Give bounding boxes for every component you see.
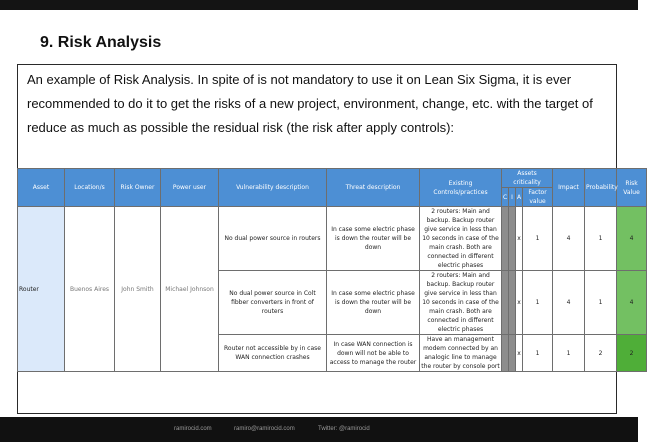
criticality-i-cell xyxy=(509,207,516,271)
footer-twitter-link[interactable]: Twitter: @ramirocid xyxy=(318,426,370,432)
footer-website-link[interactable]: ramirocid.com xyxy=(174,426,212,432)
footer-email-link[interactable]: ramiro@ramirocid.com xyxy=(234,426,295,432)
header-threat: Threat description xyxy=(327,169,420,207)
impact-cell: 4 xyxy=(553,271,585,335)
criticality-a-cell: x xyxy=(516,335,523,372)
header-power-user: Power user xyxy=(161,169,219,207)
impact-cell: 4 xyxy=(553,207,585,271)
asset-cell: Router xyxy=(18,207,65,372)
criticality-c-cell xyxy=(502,271,509,335)
risk-owner-cell: John Smith xyxy=(115,207,161,372)
header-i: I xyxy=(509,188,516,207)
controls-cell: Have an management modem connected by an analogic line to manage the router by console port xyxy=(421,336,500,370)
factor-value-cell: 1 xyxy=(523,207,553,271)
criticality-i-cell xyxy=(509,271,516,335)
header-risk-value: Risk Value xyxy=(617,169,647,207)
threat-cell: In case some electric phase is down the router will be down xyxy=(327,207,420,271)
slide-title: 9. Risk Analysis xyxy=(40,34,162,51)
location-cell: Buenos Aires xyxy=(65,207,115,372)
vulnerability-cell: No dual power source in Colt fibber converters in front of routers xyxy=(219,271,327,335)
power-user-cell: Michael Johnson xyxy=(161,207,219,372)
header-location: Location/s xyxy=(65,169,115,207)
impact-cell: 1 xyxy=(553,335,585,372)
intro-paragraph: An example of Risk Analysis. In spite of is not mandatory to use it on Lean Six Sigma, it is ever recommended to do it to get the risks of a new project, environment, change, etc. with the target of reduce as much as possible the residual risk (the risk after apply controls): xyxy=(27,72,593,135)
header-row xyxy=(18,169,647,188)
probability-cell: 1 xyxy=(585,207,617,271)
header-c: C xyxy=(502,188,509,207)
header-a: A xyxy=(516,188,523,207)
vulnerability-cell: No dual power source in routers xyxy=(219,207,327,271)
probability-cell: 1 xyxy=(585,271,617,335)
top-bar xyxy=(0,0,638,10)
controls-cell: 2 routers: Main and backup. Backup router give service in less than 10 seconds in case of the main crash. Both are connected in different electric phases xyxy=(420,271,502,335)
criticality-c-cell xyxy=(502,335,509,372)
risk-value-cell: 4 xyxy=(617,207,647,271)
risk-value-cell: 4 xyxy=(617,271,647,335)
table-row xyxy=(18,207,647,271)
criticality-a-cell: x xyxy=(516,207,523,271)
probability-cell: 2 xyxy=(585,335,617,372)
criticality-c-cell xyxy=(502,207,509,271)
threat-cell: In case some electric phase is down the router will be down xyxy=(327,271,420,335)
header-impact: Impact xyxy=(553,169,585,207)
controls-cell: 2 routers: Main and backup. Backup router give service in less than 10 seconds in case of the main crash. Both are connected in different electric phases xyxy=(420,207,502,271)
factor-value-cell: 1 xyxy=(523,335,553,372)
risk-value-cell: 2 xyxy=(617,335,647,372)
footer-bar xyxy=(0,417,638,442)
header-vulnerability: Vulnerability description xyxy=(219,169,327,207)
risk-analysis-table xyxy=(17,168,647,372)
header-assets-criticality: Assets criticality xyxy=(502,169,553,188)
criticality-a-cell: x xyxy=(516,271,523,335)
vulnerability-cell: Router not accessible by in case WAN connection crashes xyxy=(219,335,327,372)
header-asset: Asset xyxy=(18,169,65,207)
header-factor-value: Factor value xyxy=(523,188,553,207)
header-risk-owner: Risk Owner xyxy=(115,169,161,207)
threat-cell: In case WAN connection is down will not be able to access to manage the router xyxy=(327,335,420,372)
header-probability: Probability xyxy=(585,169,617,207)
header-controls: Existing Controls/practices xyxy=(420,169,502,207)
factor-value-cell: 1 xyxy=(523,271,553,335)
criticality-i-cell xyxy=(509,335,516,372)
